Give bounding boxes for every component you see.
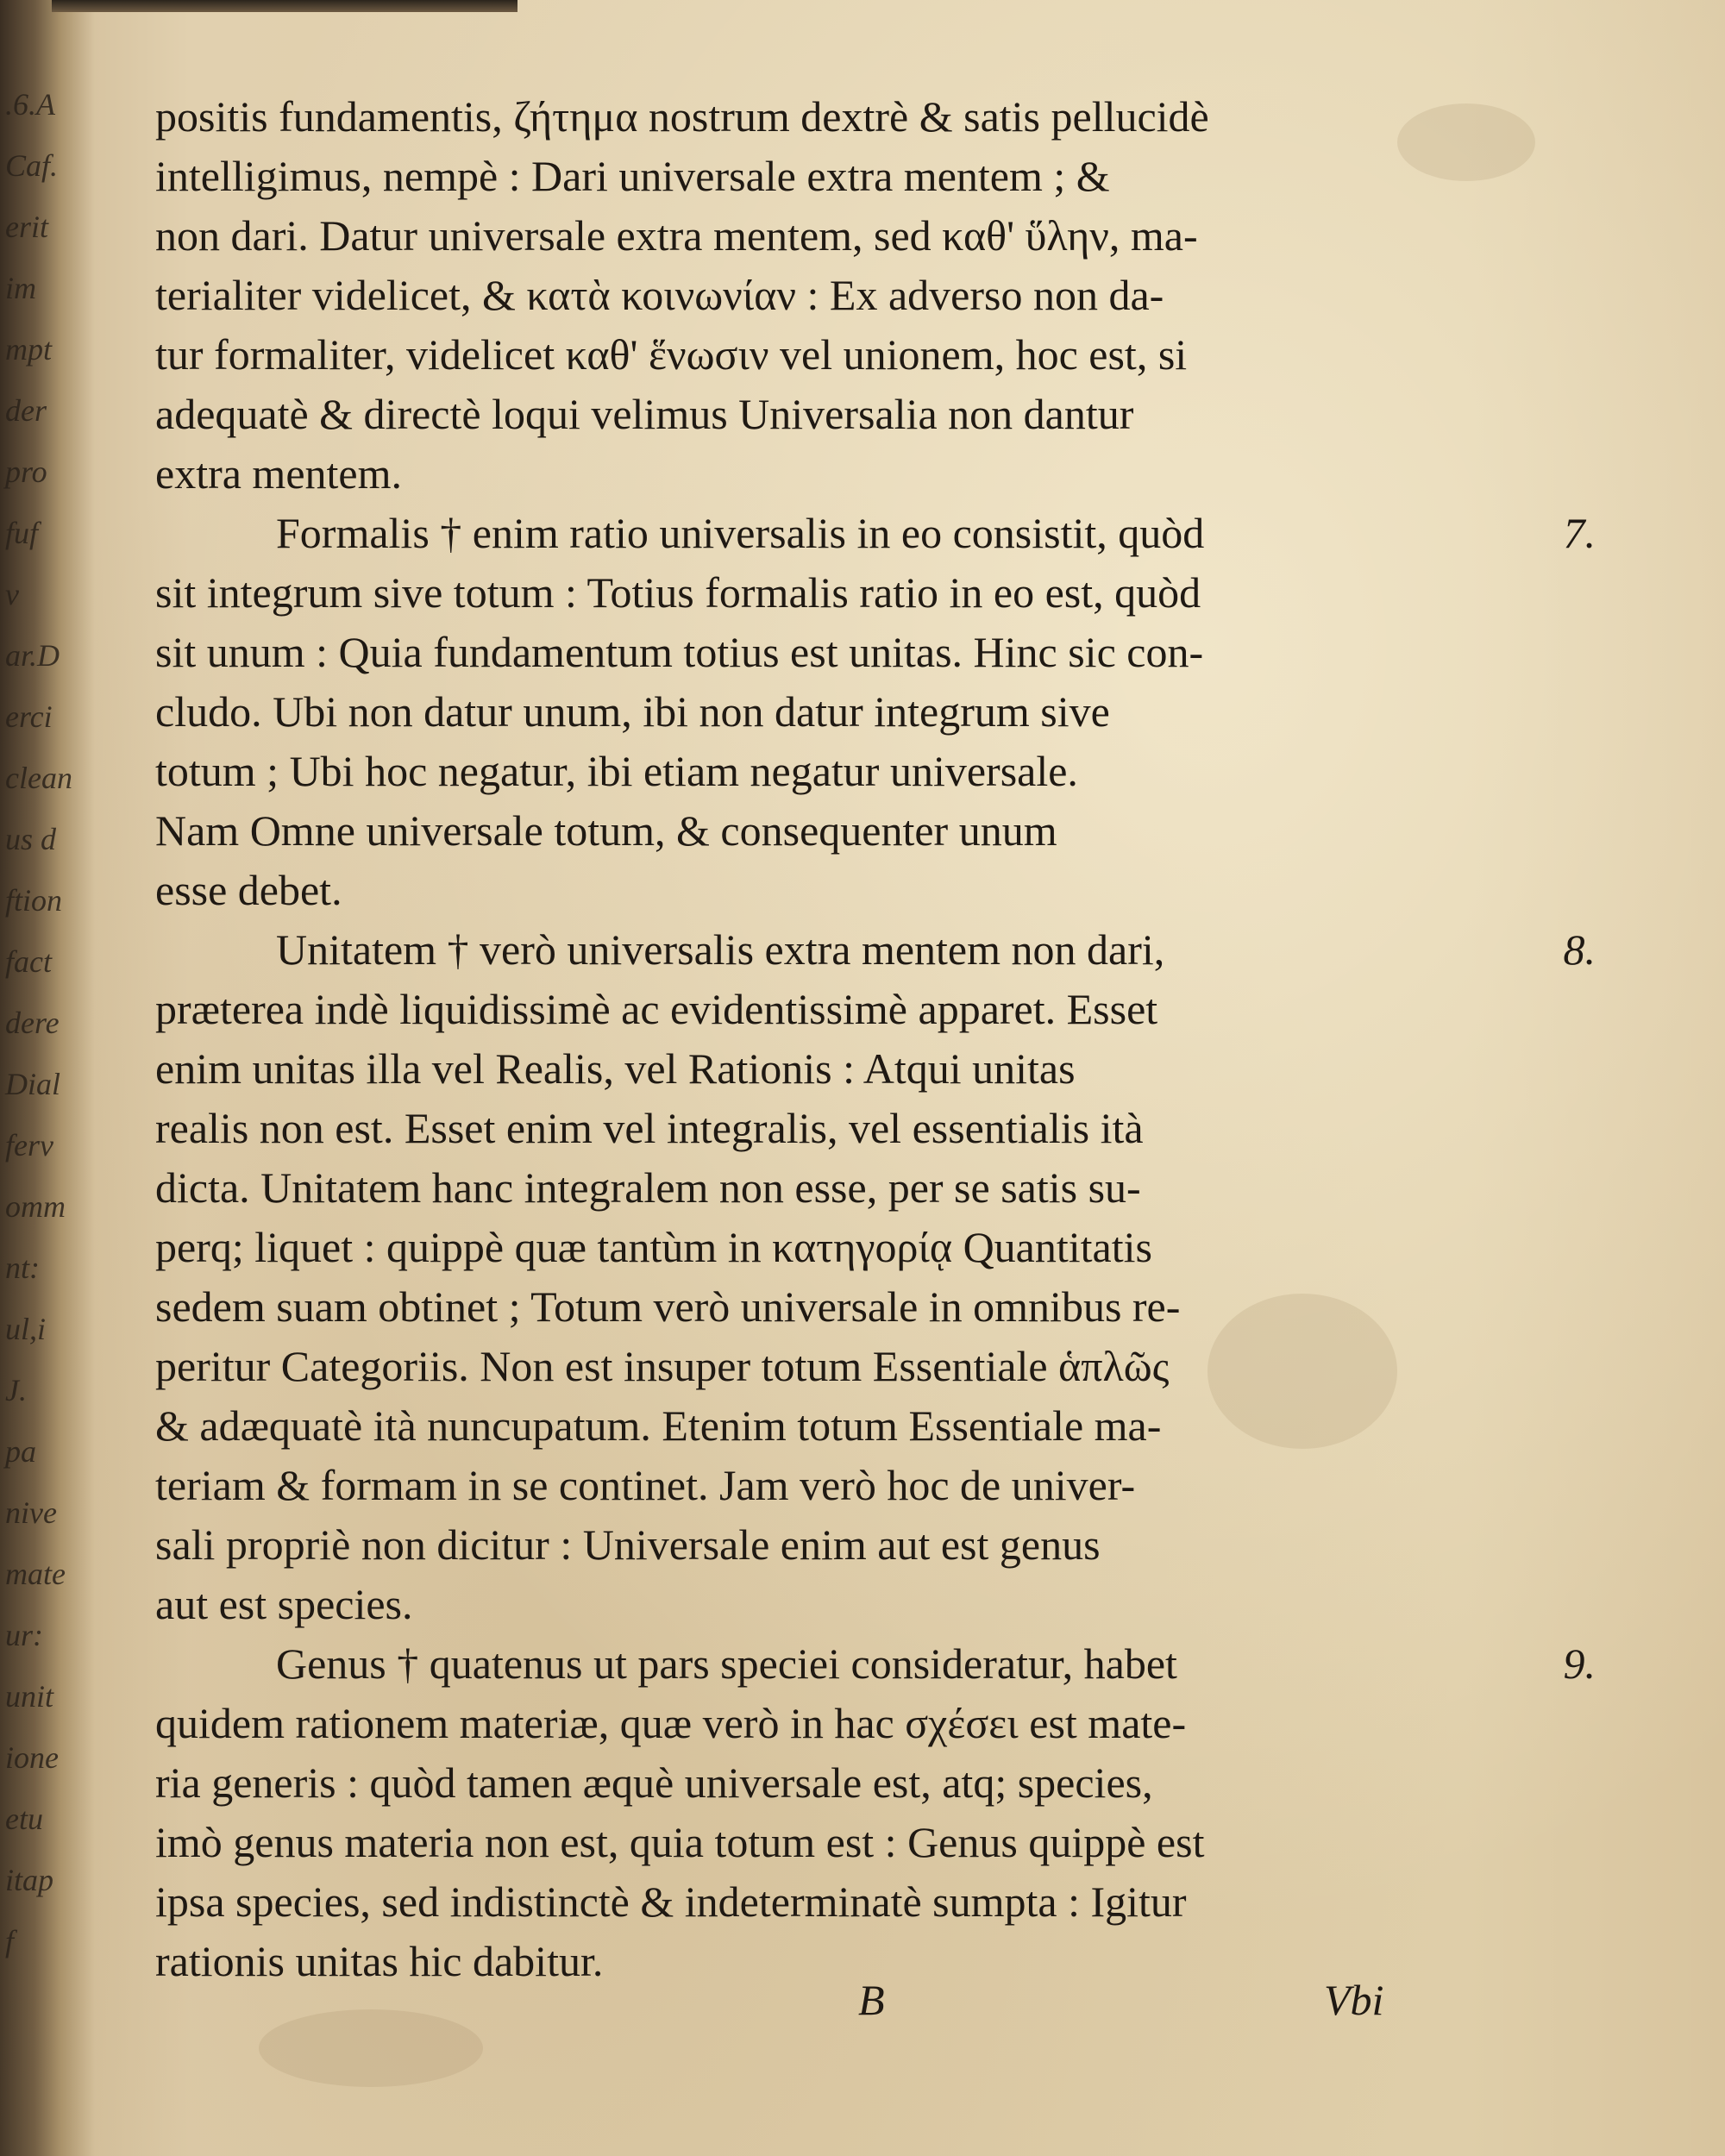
margin-fragment: im	[5, 271, 36, 305]
margin-fragment: fuf	[5, 516, 39, 550]
text-line-content: terialiter videlicet, & κατὰ κοινωνίαν : Ex adverso non da-	[155, 271, 1164, 319]
text-line-content: adequatè & directè loqui velimus Universalia non dantur	[155, 390, 1134, 438]
text-line	[155, 1752, 1475, 1813]
margin-fragment: clean	[5, 761, 72, 795]
paper-stain	[259, 2009, 483, 2087]
text-line	[155, 1038, 1475, 1099]
text-line	[155, 1455, 1475, 1515]
text-line-content: teriam & formam in se continet. Jam verò hoc de univer-	[155, 1461, 1136, 1509]
margin-fragment: J.	[5, 1373, 27, 1407]
text-line	[155, 1336, 1475, 1396]
text-line	[155, 1514, 1475, 1575]
text-line-content: perq; liquet : quippè quæ tantùm in κατηγορίᾳ Quantitatis	[155, 1223, 1152, 1271]
text-line-content: cludo. Ubi non datur unum, ibi non datur integrum sive	[155, 687, 1110, 736]
text-line	[155, 146, 1475, 206]
text-line	[155, 741, 1475, 801]
margin-fragment: dere	[5, 1006, 60, 1040]
margin-fragment: v	[5, 577, 19, 611]
text-line	[155, 681, 1475, 742]
text-line	[155, 384, 1475, 444]
margin-fragment: ul,i	[5, 1312, 47, 1346]
text-line	[155, 562, 1475, 623]
text-line	[155, 1871, 1475, 1932]
paragraph-number: 8.	[1563, 925, 1596, 974]
margin-fragment: ar.D	[5, 638, 60, 673]
page-top-edge	[52, 0, 518, 12]
text-line	[155, 86, 1475, 147]
text-line-content: sit unum : Quia fundamentum totius est unitas. Hinc sic con-	[155, 628, 1204, 676]
margin-fragment: etu	[5, 1802, 43, 1836]
text-line-content: tur formaliter, videlicet καθ' ἕνωσιν vel unionem, hoc est, si	[155, 330, 1188, 379]
margin-fragment: nt:	[5, 1250, 40, 1285]
text-line-content: peritur Categoriis. Non est insuper totum Essentiale ἁπλῶς	[155, 1342, 1170, 1390]
text-line-content: sedem suam obtinet ; Totum verò universale in omnibus re-	[155, 1282, 1181, 1331]
margin-fragment: ione	[5, 1740, 59, 1775]
paragraph-number: 9.	[1563, 1639, 1596, 1688]
text-line	[155, 860, 1475, 920]
margin-fragment: mpt	[5, 332, 52, 367]
text-line-content: esse debet.	[155, 866, 342, 914]
margin-fragment: f	[5, 1924, 15, 1959]
margin-fragment: Dial	[5, 1067, 61, 1101]
margin-fragment: us d	[5, 822, 57, 856]
signature-mark: B	[858, 1976, 885, 2024]
margin-fragment: ftion	[5, 883, 63, 918]
text-line	[155, 443, 1475, 504]
text-line-content: quidem rationem materiæ, quæ verò in hac σχέσει est mate-	[155, 1699, 1187, 1747]
margin-fragment: ferv	[5, 1128, 53, 1163]
margin-fragment: Caf.	[5, 148, 59, 183]
margin-fragment: fact	[5, 944, 52, 979]
text-line	[155, 503, 1596, 563]
paragraph-number: 7.	[1563, 509, 1596, 557]
text-line	[155, 1098, 1475, 1158]
text-line-content: positis fundamentis, ζήτημα nostrum dextrè & satis pellucidè	[155, 92, 1209, 141]
text-line-content: imò genus materia non est, quia totum est : Genus quippè est	[155, 1818, 1205, 1866]
text-line	[155, 1931, 1475, 1991]
text-line-content: Unitatem † verò universalis extra mentem non dari,	[276, 925, 1165, 974]
facing-page-margin	[0, 86, 76, 2027]
text-line-content: non dari. Datur universale extra mentem, sed καθ' ὕλην, ma-	[155, 211, 1198, 260]
text-line-content: Formalis † enim ratio universalis in eo consistit, quòd	[276, 509, 1205, 557]
text-line	[155, 265, 1475, 325]
text-line-content: ria generis : quòd tamen æquè universale est, atq; species,	[155, 1758, 1153, 1807]
margin-fragment: der	[5, 393, 47, 428]
text-line-content: præterea indè liquidissimè ac evidentissimè apparet. Esset	[155, 985, 1158, 1033]
margin-fragment: unit	[5, 1679, 54, 1714]
margin-fragment: nive	[5, 1495, 57, 1530]
text-line	[155, 979, 1475, 1039]
text-line-content: sit integrum sive totum : Totius formalis ratio in eo est, quòd	[155, 568, 1201, 617]
text-line-content: aut est species.	[155, 1580, 413, 1628]
text-line	[155, 622, 1475, 682]
margin-fragment: omm	[5, 1189, 66, 1224]
text-line	[155, 919, 1596, 980]
text-line	[155, 1276, 1475, 1337]
text-line-content: extra mentem.	[155, 449, 402, 498]
text-line	[155, 1217, 1475, 1277]
text-line-content: dicta. Unitatem hanc integralem non esse, per se satis su-	[155, 1163, 1141, 1212]
margin-fragment: pro	[5, 454, 47, 489]
text-line	[155, 1633, 1596, 1694]
text-line	[155, 1574, 1475, 1634]
text-line	[155, 1157, 1475, 1218]
text-line	[155, 1812, 1475, 1872]
text-line-content: enim unitas illa vel Realis, vel Rationis : Atqui unitas	[155, 1044, 1076, 1093]
text-line-content: Nam Omne universale totum, & consequenter unum	[155, 806, 1057, 855]
margin-fragment: itap	[5, 1863, 54, 1897]
margin-fragment: erit	[5, 210, 48, 244]
margin-fragment: .6.A	[5, 87, 55, 122]
text-line-content: & adæquatè ità nuncupatum. Etenim totum Essentiale ma-	[155, 1401, 1162, 1450]
catchword: Vbi	[1324, 1976, 1384, 2024]
text-line-content: ipsa species, sed indistinctè & indeterminatè sumpta : Igitur	[155, 1877, 1187, 1926]
text-line-content: rationis unitas hic dabitur.	[155, 1937, 604, 1985]
text-line	[155, 1693, 1475, 1753]
text-line-content: realis non est. Esset enim vel integralis, vel essentialis ità	[155, 1104, 1144, 1152]
margin-fragment: ur:	[5, 1618, 43, 1652]
margin-fragment: mate	[5, 1557, 66, 1591]
main-text-block	[155, 86, 1596, 1992]
text-line	[155, 1395, 1475, 1456]
text-line-content: Genus † quatenus ut pars speciei consideratur, habet	[276, 1639, 1177, 1688]
text-line	[155, 205, 1475, 266]
text-line-content: totum ; Ubi hoc negatur, ibi etiam negatur universale.	[155, 747, 1078, 795]
text-line	[155, 324, 1475, 385]
margin-fragment: erci	[5, 699, 53, 734]
margin-fragment: pa	[5, 1434, 36, 1469]
text-line	[155, 800, 1475, 861]
text-line-content: sali propriè non dicitur : Universale enim aut est genus	[155, 1520, 1101, 1569]
text-line-content: intelligimus, nempè : Dari universale extra mentem ; &	[155, 152, 1110, 200]
